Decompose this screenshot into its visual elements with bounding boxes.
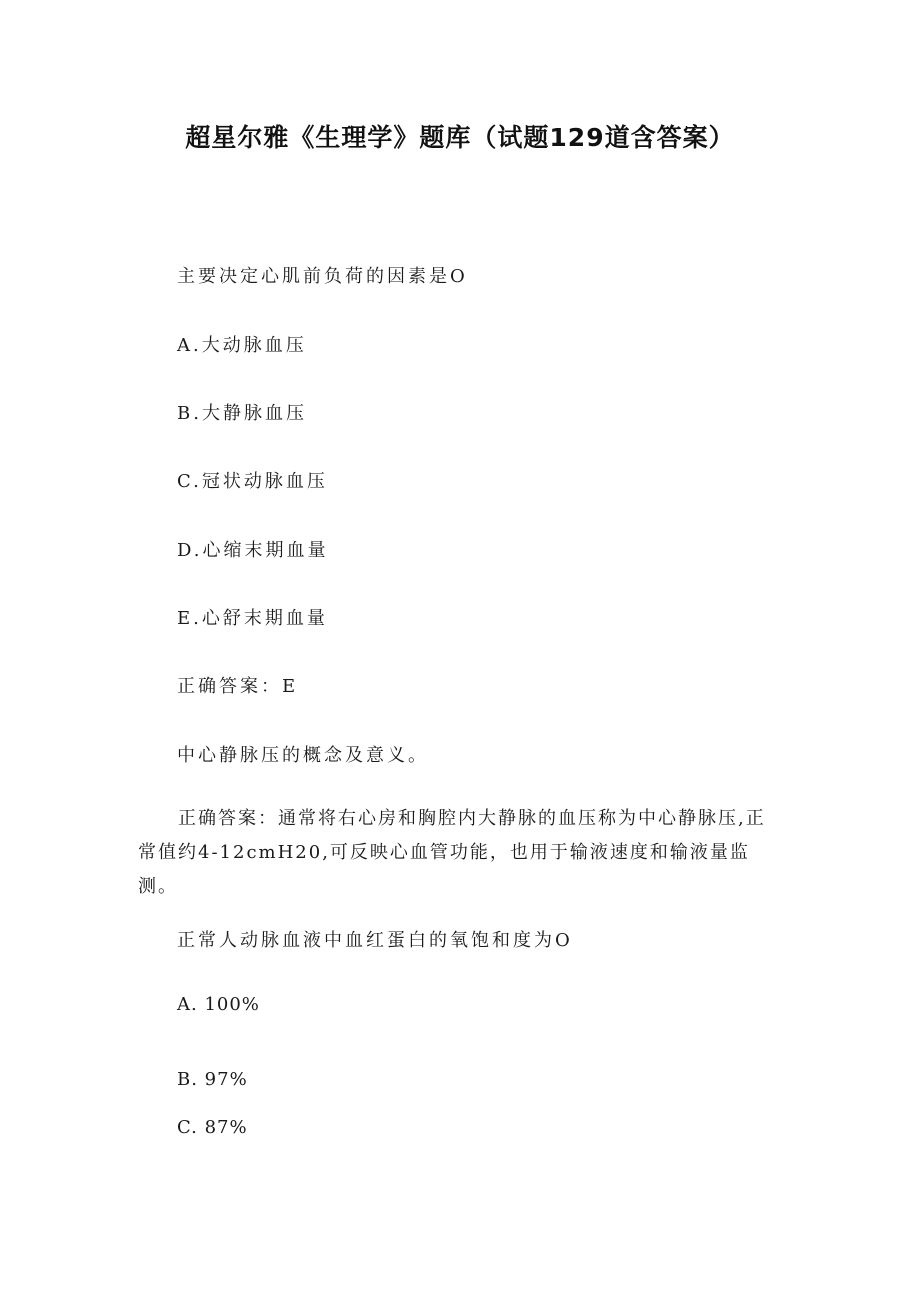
question-1-stem: 主要决定心肌前负荷的因素是O [177, 266, 468, 287]
question-2-answer: 正确答案：通常将右心房和胸腔内大静脉的血压称为中心静脉压,正常值约4-12cmH20,可反映心血管功能，也用于输液速度和输液量监测。 [138, 808, 766, 897]
question-2-stem: 中心静脉压的概念及意义。 [177, 745, 429, 766]
question-3-stem: 正常人动脉血液中血红蛋白的氧饱和度为O [177, 930, 573, 951]
question-1-option-b: B.大静脉血压 [177, 403, 307, 424]
question-1-option-d: D.心缩末期血量 [177, 540, 329, 561]
question-3-option-b: B. 97% [177, 1069, 248, 1090]
question-3-option-c: C. 87% [177, 1117, 248, 1138]
question-1-option-a: A.大动脉血压 [177, 335, 307, 356]
question-1-option-c: C.冠状动脉血压 [177, 471, 328, 492]
question-1-answer: 正确答案：E [177, 676, 299, 697]
question-3-option-a: A. 100% [177, 994, 260, 1015]
question-1-option-e: E.心舒末期血量 [177, 608, 328, 629]
document-title: 超星尔雅《生理学》题库（试题129道含答案） [185, 123, 735, 152]
